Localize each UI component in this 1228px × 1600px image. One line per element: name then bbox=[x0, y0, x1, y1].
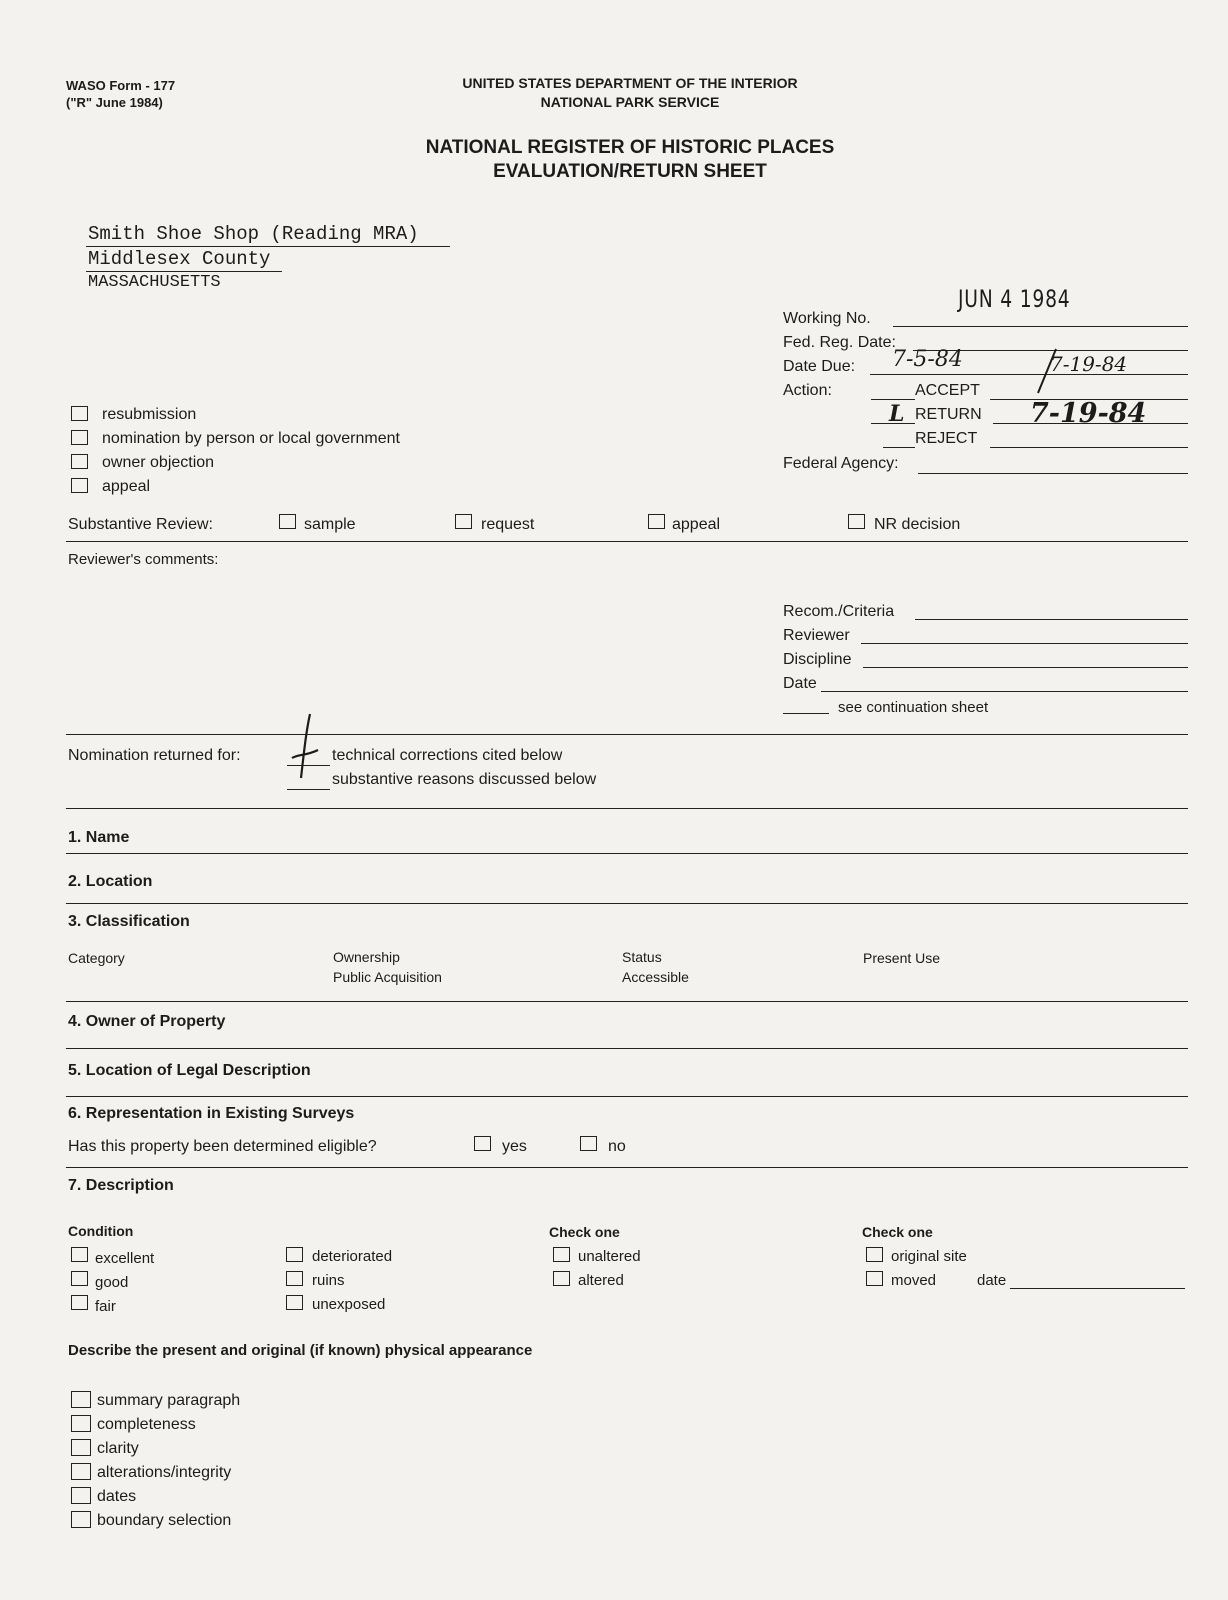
check-one-alteration-label: Check one bbox=[549, 1224, 620, 1240]
moved-checkbox[interactable] bbox=[866, 1271, 883, 1286]
fair-label: fair bbox=[95, 1298, 116, 1315]
deteriorated-checkbox[interactable] bbox=[286, 1247, 303, 1262]
divider bbox=[66, 808, 1188, 809]
divider bbox=[66, 853, 1188, 854]
date-due-handwritten: 7-5-84 bbox=[892, 347, 963, 372]
reject-field[interactable] bbox=[990, 447, 1188, 448]
clarity-label: clarity bbox=[97, 1440, 139, 1457]
unaltered-label: unaltered bbox=[578, 1248, 641, 1265]
present-use-label: Present Use bbox=[863, 950, 941, 966]
property-county: Middlesex County bbox=[88, 248, 271, 270]
see-continuation-blank[interactable] bbox=[783, 713, 829, 714]
action-accept: ACCEPT bbox=[915, 382, 980, 399]
discipline-label: Discipline bbox=[783, 651, 852, 668]
ownership-label: Ownership bbox=[333, 949, 400, 965]
unexposed-label: unexposed bbox=[312, 1296, 386, 1313]
appeal-checkbox[interactable] bbox=[71, 478, 88, 493]
working-no-label: Working No. bbox=[783, 310, 871, 327]
accept-blank[interactable] bbox=[871, 399, 915, 400]
recom-criteria-label: Recom./Criteria bbox=[783, 603, 895, 620]
clarity-checkbox[interactable] bbox=[71, 1439, 91, 1456]
date-due-handwritten-2: 7-19-84 bbox=[1050, 352, 1128, 376]
divider bbox=[66, 1096, 1188, 1097]
form-revision: ("R" June 1984) bbox=[66, 95, 163, 110]
fair-checkbox[interactable] bbox=[71, 1295, 88, 1310]
federal-agency-label: Federal Agency: bbox=[783, 455, 899, 472]
date-due-label: Date Due: bbox=[783, 358, 856, 375]
excellent-label: excellent bbox=[95, 1250, 155, 1267]
alterations-integrity-label: alterations/integrity bbox=[97, 1464, 232, 1481]
technical-corrections-label: technical corrections cited below bbox=[332, 747, 563, 764]
excellent-checkbox[interactable] bbox=[71, 1247, 88, 1262]
return-date-handwritten: 7-19-84 bbox=[1030, 398, 1147, 429]
unexposed-checkbox[interactable] bbox=[286, 1295, 303, 1310]
moved-date-field[interactable] bbox=[1010, 1288, 1185, 1289]
see-continuation-label: see continuation sheet bbox=[838, 699, 989, 716]
fed-reg-date-label: Fed. Reg. Date: bbox=[783, 334, 896, 351]
condition-label: Condition bbox=[68, 1223, 134, 1239]
nr-decision-label: NR decision bbox=[874, 516, 961, 533]
dates-checkbox[interactable] bbox=[71, 1487, 91, 1504]
request-checkbox[interactable] bbox=[455, 514, 472, 529]
eligible-yes-checkbox[interactable] bbox=[474, 1136, 491, 1151]
public-acquisition-label: Public Acquisition bbox=[333, 969, 442, 985]
original-site-label: original site bbox=[891, 1248, 967, 1265]
owner-objection-label: owner objection bbox=[102, 454, 215, 471]
section-location-heading: 2. Location bbox=[68, 873, 153, 890]
federal-agency-field[interactable] bbox=[918, 473, 1188, 474]
nomination-returned-label: Nomination returned for: bbox=[68, 747, 241, 764]
ruins-label: ruins bbox=[312, 1272, 345, 1289]
moved-date-label: date bbox=[977, 1272, 1007, 1289]
substantive-review-label: Substantive Review: bbox=[68, 516, 213, 533]
owner-objection-checkbox[interactable] bbox=[71, 454, 88, 469]
section-surveys-heading: 6. Representation in Existing Surveys bbox=[68, 1105, 355, 1122]
dates-label: dates bbox=[97, 1488, 137, 1505]
substantive-reasons-label: substantive reasons discussed below bbox=[332, 771, 597, 788]
altered-label: altered bbox=[578, 1272, 624, 1289]
original-site-checkbox[interactable] bbox=[866, 1247, 883, 1262]
reviewer-field[interactable] bbox=[861, 643, 1188, 644]
property-name-underline bbox=[86, 246, 450, 247]
boundary-selection-checkbox[interactable] bbox=[71, 1511, 91, 1528]
department-name: UNITED STATES DEPARTMENT OF THE INTERIOR bbox=[462, 75, 798, 91]
summary-paragraph-label: summary paragraph bbox=[97, 1392, 241, 1409]
sample-checkbox[interactable] bbox=[279, 514, 296, 529]
deteriorated-label: deteriorated bbox=[312, 1248, 393, 1265]
unaltered-checkbox[interactable] bbox=[553, 1247, 570, 1262]
action-reject: REJECT bbox=[915, 430, 978, 447]
substantive-reasons-blank[interactable] bbox=[287, 789, 330, 790]
eligible-no-label: no bbox=[608, 1138, 626, 1155]
section-name-heading: 1. Name bbox=[68, 829, 130, 846]
action-label: Action: bbox=[783, 382, 832, 399]
sample-label: sample bbox=[304, 516, 356, 533]
discipline-field[interactable] bbox=[863, 667, 1188, 668]
date-field[interactable] bbox=[821, 691, 1188, 692]
appeal-label: appeal bbox=[102, 478, 151, 495]
divider bbox=[66, 541, 1188, 542]
divider bbox=[66, 1167, 1188, 1168]
accessible-label: Accessible bbox=[622, 969, 689, 985]
working-no-field[interactable] bbox=[893, 326, 1188, 327]
status-label: Status bbox=[622, 949, 662, 965]
property-name: Smith Shoe Shop (Reading MRA) bbox=[88, 223, 419, 245]
reviewer-label: Reviewer bbox=[783, 627, 850, 644]
appeal-review-checkbox[interactable] bbox=[648, 514, 665, 529]
action-return: RETURN bbox=[915, 406, 982, 423]
received-date-stamp: JUN 4 1984 bbox=[958, 285, 1071, 313]
eligible-no-checkbox[interactable] bbox=[580, 1136, 597, 1151]
nr-decision-checkbox[interactable] bbox=[848, 514, 865, 529]
resubmission-label: resubmission bbox=[102, 406, 197, 423]
divider bbox=[66, 903, 1188, 904]
completeness-label: completeness bbox=[97, 1416, 196, 1433]
property-county-underline bbox=[86, 271, 282, 272]
describe-appearance-heading: Describe the present and original (if known) physical appearance bbox=[68, 1342, 533, 1359]
form-title-line1: NATIONAL REGISTER OF HISTORIC PLACES bbox=[425, 137, 835, 158]
property-state: MASSACHUSETTS bbox=[88, 273, 221, 292]
request-label: request bbox=[481, 516, 535, 533]
moved-label: moved bbox=[891, 1272, 937, 1289]
boundary-selection-label: boundary selection bbox=[97, 1512, 232, 1529]
section-owner-heading: 4. Owner of Property bbox=[68, 1013, 226, 1030]
divider bbox=[66, 1048, 1188, 1049]
reject-blank[interactable] bbox=[883, 447, 915, 448]
eligible-question: Has this property been determined eligible? bbox=[68, 1138, 377, 1155]
section-legal-description-heading: 5. Location of Legal Description bbox=[68, 1062, 311, 1079]
section-description-heading: 7. Description bbox=[68, 1177, 174, 1194]
reviewers-comments-label: Reviewer's comments: bbox=[68, 551, 219, 568]
date-label: Date bbox=[783, 675, 817, 692]
category-label: Category bbox=[68, 950, 125, 966]
return-handwritten-mark: L bbox=[889, 401, 905, 427]
form-id: WASO Form - 177 bbox=[66, 78, 176, 93]
good-label: good bbox=[95, 1274, 129, 1291]
section-classification-heading: 3. Classification bbox=[68, 913, 190, 930]
nomination-by-person-checkbox[interactable] bbox=[71, 430, 88, 445]
service-name: NATIONAL PARK SERVICE bbox=[540, 94, 720, 110]
eligible-yes-label: yes bbox=[502, 1138, 527, 1155]
completeness-checkbox[interactable] bbox=[71, 1415, 91, 1432]
good-checkbox[interactable] bbox=[71, 1271, 88, 1286]
appeal-review-label: appeal bbox=[672, 516, 721, 533]
altered-checkbox[interactable] bbox=[553, 1271, 570, 1286]
alterations-integrity-checkbox[interactable] bbox=[71, 1463, 91, 1480]
check-one-site-label: Check one bbox=[862, 1224, 933, 1240]
ruins-checkbox[interactable] bbox=[286, 1271, 303, 1286]
recom-criteria-field[interactable] bbox=[915, 619, 1188, 620]
divider bbox=[66, 1001, 1188, 1002]
date-due-field[interactable] bbox=[870, 374, 1188, 375]
resubmission-checkbox[interactable] bbox=[71, 406, 88, 421]
divider bbox=[66, 734, 1188, 735]
handwritten-check-mark bbox=[288, 712, 324, 782]
summary-paragraph-checkbox[interactable] bbox=[71, 1391, 91, 1408]
form-title-line2: EVALUATION/RETURN SHEET bbox=[493, 161, 767, 182]
nomination-by-person-label: nomination by person or local government bbox=[102, 430, 400, 447]
